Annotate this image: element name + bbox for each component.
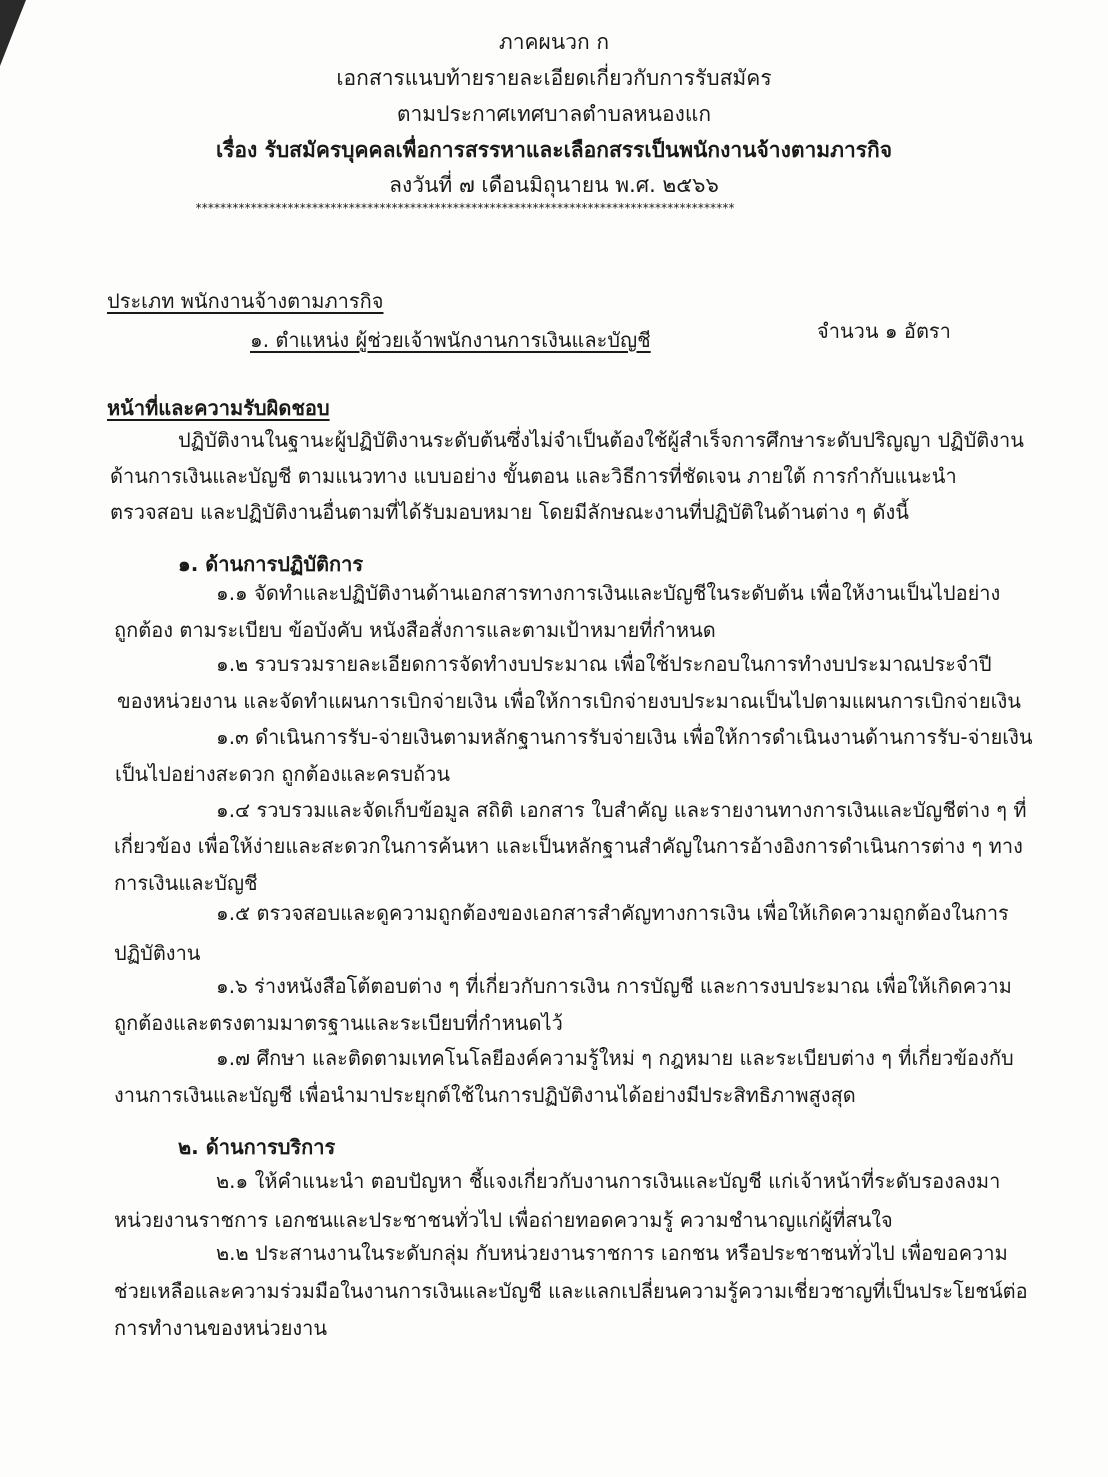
section2-heading: ๒. ด้านการบริการ <box>178 1135 336 1159</box>
section2-line: หน่วยงานราชการ เอกชนและประชาชนทั่วไป เพื่อถ่ายทอดความรู้ ความชำนาญแก่ผู้ที่สนใจ <box>114 1208 893 1232</box>
duties-heading: หน้าที่และความรับผิดชอบ <box>107 396 330 420</box>
duties-intro-line: ปฏิบัติงานในฐานะผู้ปฏิบัติงานระดับต้นซึ่งไม่จำเป็นต้องใช้ผู้สำเร็จการศึกษาระดับปริญญา ปฏิบัติงาน <box>178 428 1024 452</box>
section1-line: ของหน่วยงาน และจัดทำแผนการเบิกจ่ายเงิน เพื่อให้การเบิกจ่ายงบประมาณเป็นไปตามแผนการเบิกจ่ายเงิน <box>117 689 1021 713</box>
section2-line: ๒.๑ ให้คำแนะนำ ตอบปัญหา ชี้แจงเกี่ยวกับงานการเงินและบัญชี แก่เจ้าหน้าที่ระดับรองลงมา <box>216 1169 1001 1193</box>
section1-line: ๑.๑ จัดทำและปฏิบัติงานด้านเอกสารทางการเงินและบัญชีในระดับต้น เพื่อให้งานเป็นไปอย่าง <box>216 581 1001 605</box>
section1-line: ๑.๒ รวบรวมรายละเอียดการจัดทำงบประมาณ เพื่อใช้ประกอบในการทำงบประมาณประจำปี <box>216 652 992 676</box>
section2-line: ๒.๒ ประสานงานในระดับกลุ่ม กับหน่วยงานราชการ เอกชน หรือประชาชนทั่วไป เพื่อขอความ <box>216 1241 1008 1265</box>
section1-line: ๑.๔ รวบรวมและจัดเก็บข้อมูล สถิติ เอกสาร ใบสำคัญ และรายงานทางการเงินและบัญชีต่าง ๆ ที่ <box>216 798 1027 822</box>
duties-intro-line: ตรวจสอบ และปฏิบัติงานอื่นตามที่ได้รับมอบหมาย โดยมีลักษณะงานที่ปฏิบัติในด้านต่าง ๆ ดังนี้ <box>110 500 909 524</box>
section1-line: งานการเงินและบัญชี เพื่อนำมาประยุกต์ใช้ในการปฏิบัติงานได้อย่างมีประสิทธิภาพสูงสุด <box>114 1083 856 1107</box>
section1-line: เป็นไปอย่างสะดวก ถูกต้องและครบถ้วน <box>115 762 451 786</box>
section1-line: ถูกต้อง ตามระเบียบ ข้อบังคับ หนังสือสั่งการและตามเป้าหมายที่กำหนด <box>114 618 716 642</box>
duties-intro-line: ด้านการเงินและบัญชี ตามแนวทาง แบบอย่าง ขั้นตอน และวิธีการที่ชัดเจน ภายใต้ การกำกับแนะนำ <box>110 464 957 488</box>
position-title: ๑. ตำแหน่ง ผู้ช่วยเจ้าพนักงานการเงินและบัญชี <box>250 328 651 352</box>
section1-line: เกี่ยวข้อง เพื่อให้ง่ายและสะดวกในการค้นหา และเป็นหลักฐานสำคัญในการอ้างอิงการดำเนินการต่าง ๆ ทาง <box>114 834 1023 858</box>
section1-line: การเงินและบัญชี <box>114 871 258 895</box>
section1-line: ถูกต้องและตรงตามมาตรฐานและระเบียบที่กำหนดไว้ <box>114 1011 563 1035</box>
section1-heading: ๑. ด้านการปฏิบัติการ <box>178 552 364 576</box>
header-announcement-line: ตามประกาศเทศบาลตำบลหนองแก <box>396 102 712 126</box>
section2-line: ช่วยเหลือและความร่วมมือในงานการเงินและบัญชี และแลกเปลี่ยนความรู้ความเชี่ยวชาญที่เป็นประโยชน์ต่อ <box>114 1279 1028 1303</box>
header-attachment-line: เอกสารแนบท้ายรายละเอียดเกี่ยวกับการรับสมัคร <box>336 66 772 90</box>
section1-line: ๑.๓ ดำเนินการรับ-จ่ายเงินตามหลักฐานการรับจ่ายเงิน เพื่อให้การดำเนินงานด้านการรับ-จ่ายเงิน <box>216 725 1033 749</box>
section1-line: ๑.๗ ศึกษา และติดตามเทคโนโลยีองค์ความรู้ใหม่ ๆ กฎหมาย และระเบียบต่าง ๆ ที่เกี่ยวข้องกับ <box>216 1046 1014 1070</box>
section1-line: ๑.๕ ตรวจสอบและดูความถูกต้องของเอกสารสำคัญทางการเงิน เพื่อให้เกิดความถูกต้องในการ <box>216 901 1009 925</box>
header-date-line: ลงวันที่ ๗ เดือนมิถุนายน พ.ศ. ๒๕๖๖ <box>389 173 719 197</box>
section2-line: การทำงานของหน่วยงาน <box>114 1316 328 1340</box>
header-appendix-title: ภาคผนวก ก <box>498 30 610 54</box>
category-heading: ประเภท พนักงานจ้างตามภารกิจ <box>107 289 384 313</box>
section1-line: ๑.๖ ร่างหนังสือโต้ตอบต่าง ๆ ที่เกี่ยวกับการเงิน การบัญชี และการงบประมาณ เพื่อให้เกิดความ <box>216 974 1012 998</box>
position-count: จำนวน ๑ อัตรา <box>817 319 951 343</box>
header-separator: **************************************************************************************** <box>195 202 734 214</box>
section1-line: ปฏิบัติงาน <box>114 941 201 965</box>
header-subject-line: เรื่อง รับสมัครบุคคลเพื่อการสรรหาและเลือกสรรเป็นพนักงานจ้างตามภารกิจ <box>215 138 893 162</box>
